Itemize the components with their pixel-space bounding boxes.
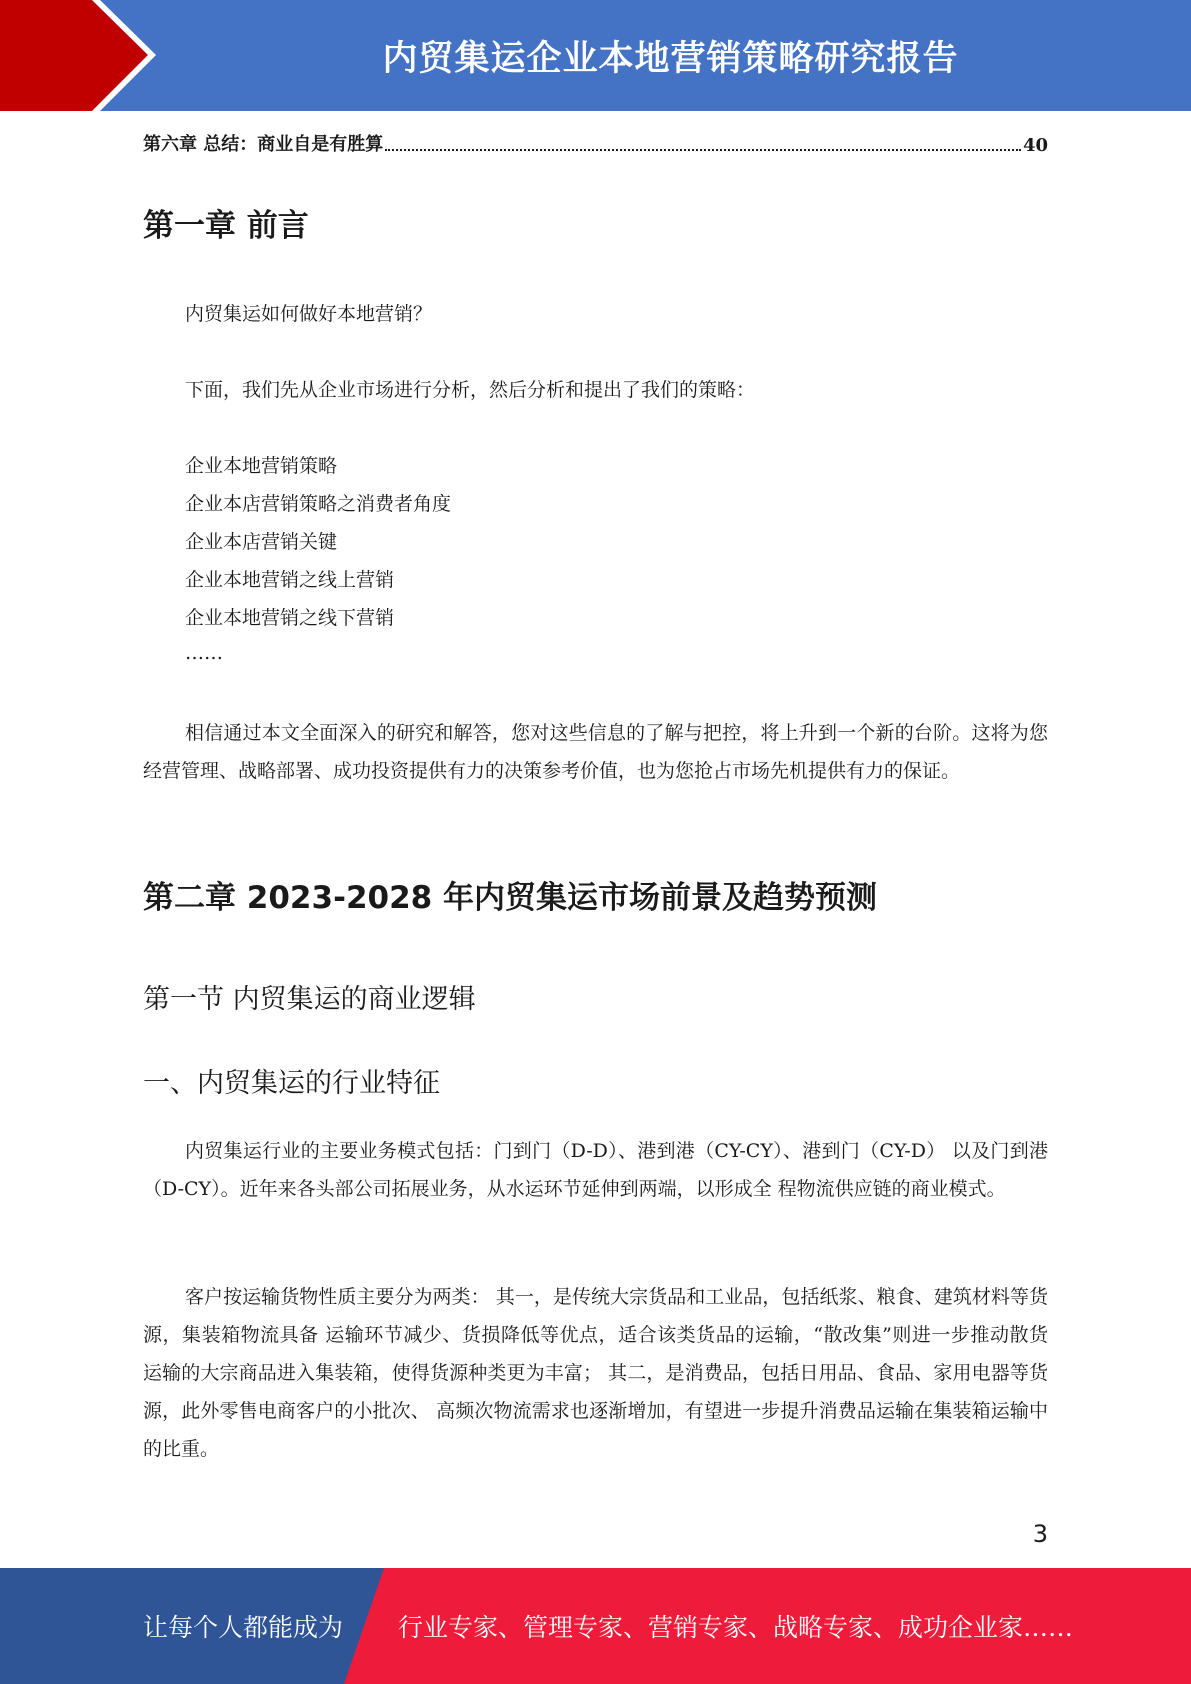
list-item: 企业本地营销策略 [185,455,338,477]
paragraph: 客户按运输货物性质主要分为两类： 其一，是传统大宗货品和工业品，包括纸浆、粮食、建筑材料等货源，集装箱物流具备 运输环节减少、货损降低等优点，适合该类货品的运输，“散改集”则进一步推动散货 运输的大宗商品进入集装箱，使得货源种类更为丰富； 其二，是消费品，包括日用品、食品、家用电器等货源，此外零售电商客户的小批次、 高频次物流需求也逐渐增加，有望进一步提升消费品运输在集装箱运输中的比重。 [143,1286,1048,1460]
toc-entry-label: 第六章 总结：商业自是有胜算 [143,134,384,155]
paragraph: 内贸集运行业的主要业务模式包括：门到门（D-D）、港到港（CY-CY）、港到门（CY-D） 以及门到港（D-CY）。近年来各头部公司拓展业务，从水运环节延伸到两端，以形成全 程物流供应链的商业模式。 [143,1140,1048,1200]
page-number: 3 [1032,1520,1048,1548]
subsection-heading: 一、内贸集运的行业特征 [143,1068,440,1099]
section-heading: 第一节 内贸集运的商业逻辑 [143,984,476,1015]
chapter-heading: 第二章 2023-2028 年内贸集运市场前景及趋势预测 [143,880,878,916]
toc-leader-dots [385,149,1021,151]
paragraph: 相信通过本文全面深入的研究和解答，您对这些信息的了解与把控，将上升到一个新的台阶。这将为您经营管理、战略部署、成功投资提供有力的决策参考价值，也为您抢占市场先机提供有力的保证。 [143,722,1048,782]
footer-slogan-left: 让每个人都能成为 [143,1613,344,1642]
paragraph: 下面，我们先从企业市场进行分析，然后分析和提出了我们的策略： [185,379,756,401]
toc-entry-page: 40 [1022,135,1048,156]
chapter-heading: 第一章 前言 [143,208,309,244]
paragraph: 内贸集运如何做好本地营销？ [185,303,433,325]
page-footer [0,1568,1191,1684]
list-item: 企业本店营销关键 [185,531,338,553]
list-item: …… [185,642,223,664]
page-header [0,0,1191,111]
red-arrow-ribbon [0,0,160,111]
footer-slogan-right: 行业专家、管理专家、营销专家、战略专家、成功企业家…… [398,1613,1074,1642]
list-item: 企业本地营销之线下营销 [185,607,395,629]
list-item: 企业本地营销之线上营销 [185,569,395,591]
toc-entry[interactable] [143,130,1048,156]
list-item: 企业本店营销策略之消费者角度 [185,493,452,515]
report-title: 内贸集运企业本地营销策略研究报告 [382,38,959,79]
